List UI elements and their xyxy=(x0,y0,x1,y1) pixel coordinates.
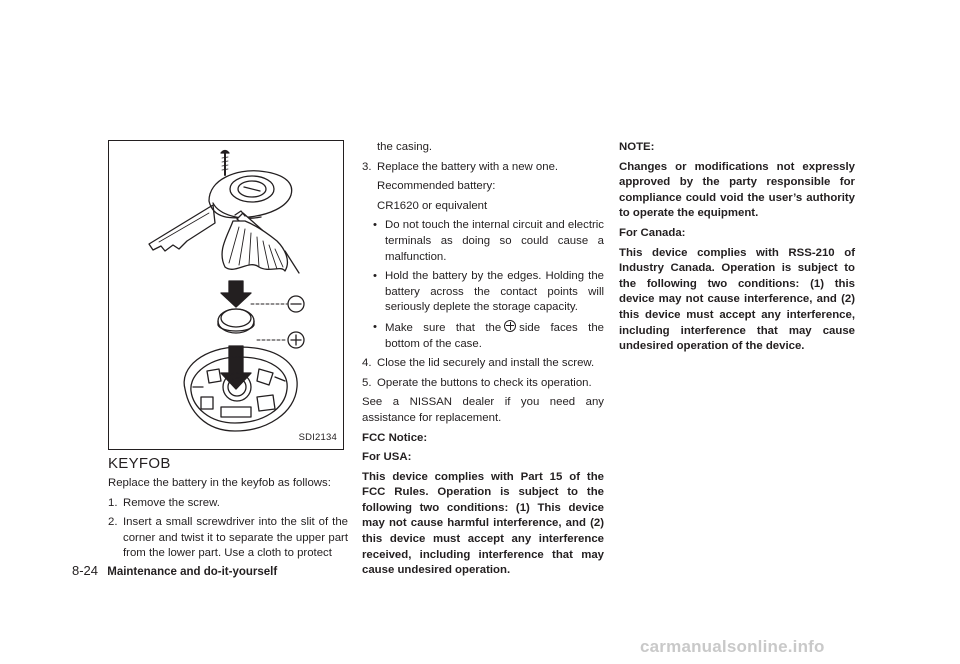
recommended-battery-value: CR1620 or equivalent xyxy=(377,199,488,212)
for-canada-heading: For Canada: xyxy=(619,226,686,239)
figure-code: SDI2134 xyxy=(298,432,337,443)
step-2-continued xyxy=(362,140,604,156)
step-text: the casing. xyxy=(377,141,433,153)
bullet-text-after-symbol: side faces the bottom of the case. xyxy=(385,321,604,350)
step-text: Insert a small screwdriver into the slit of the corner and twist it to separate the upper part from the lower part. Use a cloth to protect xyxy=(123,516,348,560)
step-3 xyxy=(362,160,604,176)
page-number: 8-24 xyxy=(72,563,99,578)
for-usa-heading: For USA: xyxy=(362,451,412,464)
fcc-notice-heading: FCC Notice: xyxy=(362,431,428,444)
recommended-battery-label: Recommended battery: xyxy=(377,180,496,193)
bullet-item xyxy=(362,218,604,265)
step-text: Close the lid securely and install the screw. xyxy=(377,357,595,370)
keyfob-diagram xyxy=(109,141,345,451)
page-footer xyxy=(72,563,277,578)
bullet-item xyxy=(362,269,604,316)
bullet-text: Do not touch the internal circuit and electric terminals as doing so could cause a malfunction. xyxy=(385,219,604,263)
keyfob-battery-illustration xyxy=(108,140,344,450)
screw-icon xyxy=(221,151,229,176)
watermark: carmanualsonline.info xyxy=(640,637,825,656)
bullet-text-before-symbol: Make sure that the xyxy=(385,321,502,334)
canada-compliance-text: This device complies with RSS-210 of Industry Canada. Operation is subject to the following two conditions: (1) this device may not cause interference, and (2) this device must accept any interference, including interference that may cause undesired operation of the device. xyxy=(619,246,855,353)
step-text: Operate the buttons to check its operation. xyxy=(377,376,592,389)
step-number: 5. xyxy=(362,376,372,389)
step-5 xyxy=(362,376,604,392)
plus-terminal-icon xyxy=(504,320,516,332)
step-number: 3. xyxy=(362,160,372,173)
footer-section-title: Maintenance and do-it-yourself xyxy=(107,566,278,578)
note-text: Changes or modifications not expressly approved by the party responsible for compliance could void the user’s authority to operate the equipment. xyxy=(619,160,855,220)
column-2 xyxy=(362,140,604,583)
bullet-icon: • xyxy=(373,320,377,333)
step-text: Replace the battery with a new one. xyxy=(377,160,559,173)
note-heading: NOTE: xyxy=(619,141,655,153)
step-text: Remove the screw. xyxy=(123,496,220,509)
step-1 xyxy=(108,496,348,512)
bullet-item xyxy=(362,320,604,352)
dealer-text: See a NISSAN dealer if you need any assistance for replacement. xyxy=(362,396,604,424)
step-number: 2. xyxy=(108,516,118,529)
step-2 xyxy=(108,515,348,562)
step-number: 4. xyxy=(362,357,372,370)
bullet-icon: • xyxy=(373,219,377,232)
step-number: 1. xyxy=(108,496,118,509)
bullet-text: Hold the battery by the edges. Holding the battery across the contact points will seriously deplete the storage capacity. xyxy=(385,270,604,314)
column-1 xyxy=(108,455,348,566)
column-3 xyxy=(619,140,855,359)
section-heading: KEYFOB xyxy=(108,455,171,472)
bullet-icon: • xyxy=(373,270,377,283)
usa-compliance-text: This device complies with Part 15 of the FCC Rules. Operation is subject to the following two conditions: (1) This device may not cause harmful interference, and (2) this device must accept any interference received, including interference that may cause undesired operation. xyxy=(362,470,604,577)
step-4 xyxy=(362,356,604,372)
intro-text: Replace the battery in the keyfob as follows: xyxy=(108,477,331,489)
